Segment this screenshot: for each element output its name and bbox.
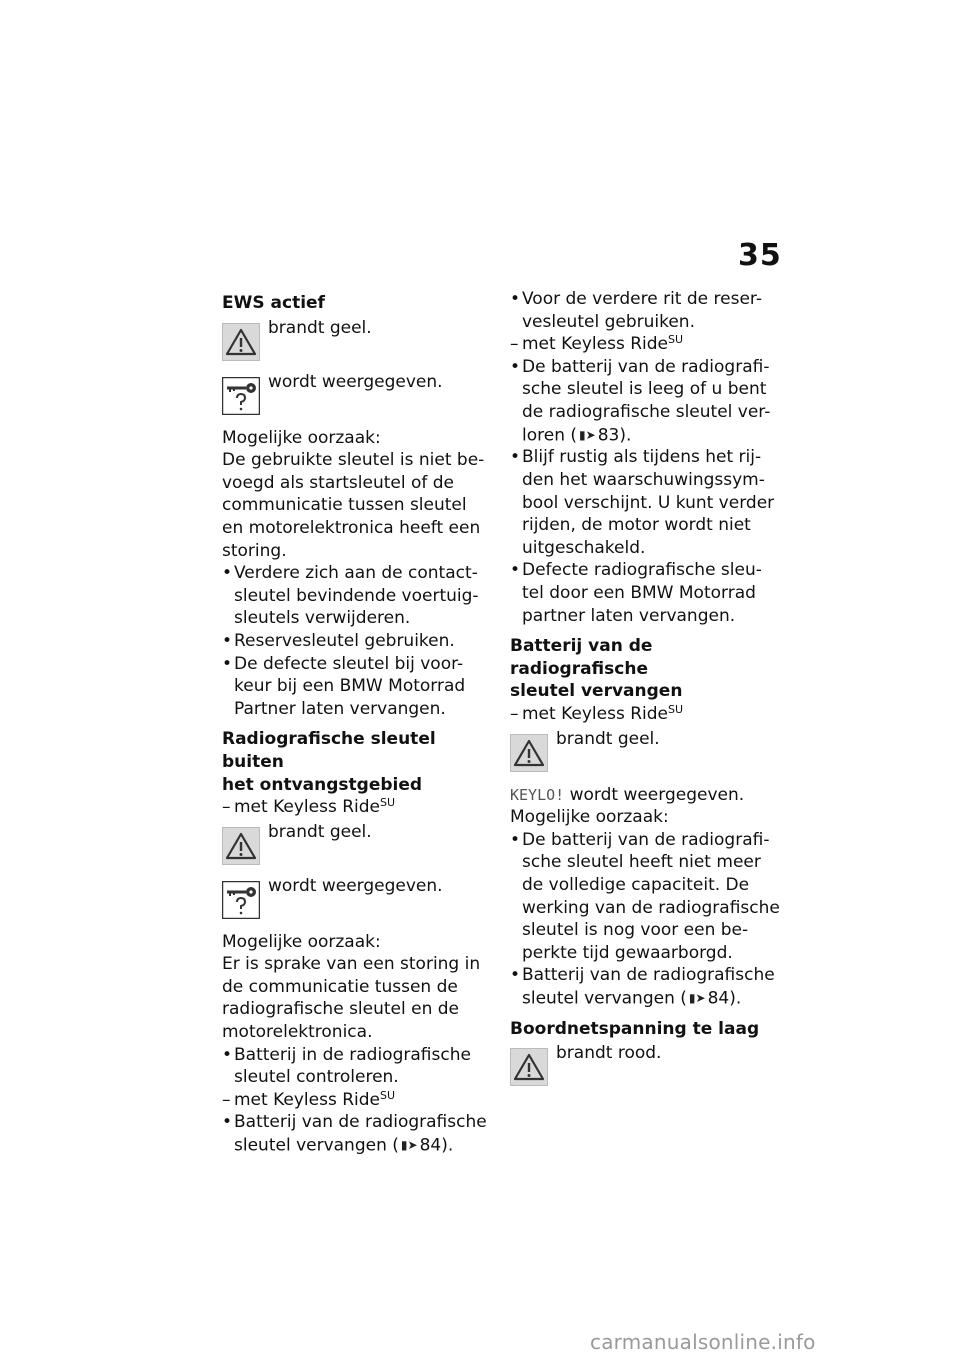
warning-indicator-row (222, 823, 492, 867)
list-item: • Reservesleutel gebruiken. (222, 630, 492, 653)
page-reference-arrow-icon[interactable]: ▮➤ (579, 427, 596, 442)
warning-label: brandt rood. (556, 1043, 662, 1064)
option-superscript: SU (380, 1088, 396, 1102)
list-item (222, 1111, 492, 1156)
warning-triangle-icon (510, 1048, 548, 1086)
key-question-icon (222, 377, 260, 415)
section-title-line: sleutel vervangen (510, 681, 683, 702)
condition-keyless-ride (222, 796, 492, 819)
condition-keyless-ride (222, 1089, 492, 1112)
section-title-line: Batterij van de radiografische (510, 636, 653, 679)
list-item (510, 964, 780, 1009)
cause-text: Er is sprake van een storing in de communicatie tussen de radiografische sleutel en de motorelektronica. (222, 954, 481, 1043)
list-item-text-end: ). (729, 988, 742, 1009)
list-item-text-end: ). (619, 424, 632, 445)
key-label: wordt weergegeven. (268, 371, 443, 392)
list-item: • Defecte radiografische sleu-tel door een BMW Motorrad partner laten vervangen. (510, 559, 780, 627)
warning-indicator-row (222, 319, 492, 363)
key-question-icon (222, 881, 260, 919)
key-indicator-row (222, 877, 492, 921)
cause-title: Mogelijke oorzaak: (222, 931, 381, 952)
warning-triangle-icon (222, 827, 260, 865)
list-item: • Blijf rustig als tijdens het rij-den het waarschuwingssym-bool verschijnt. U kunt verder rijden, de motor wordt niet uitgeschakeld. (510, 446, 780, 559)
section-title-out-of-range (222, 728, 492, 796)
warning-triangle-icon (510, 734, 548, 772)
list-item: • De defecte sleutel bij voor-keur bij een BMW Motorrad Partner laten vervangen. (222, 653, 492, 721)
cause-text: De gebruikte sleutel is niet be-voegd als startsleutel of de communicatie tussen sleutel en motorelektronica heeft een storing. (222, 450, 485, 561)
list-item: • De batterij van de radiografi-sche sleutel heeft niet meer de volledige capaciteit. De werking van de radiografische sleutel is nog voor een be-perkte tijd gewaarborgd. (510, 829, 780, 965)
section-title-low-voltage: Boordnetspanning te laag (510, 1018, 760, 1039)
condition-text: met Keyless Ride (522, 703, 668, 724)
display-message-line (510, 784, 780, 807)
condition-keyless-ride (510, 333, 780, 356)
section-title-line: het ontvangstgebied (222, 774, 423, 795)
list-item-text: Batterij van de radiografische sleutel vervangen ( (522, 965, 775, 1009)
condition-text: met Keyless Ride (522, 334, 668, 355)
right-column (510, 288, 780, 1098)
key-label: wordt weergegeven. (268, 875, 443, 896)
list-item (510, 356, 780, 447)
display-code-label: wordt weergegeven. (569, 784, 745, 805)
page-reference-number[interactable]: 84 (707, 988, 730, 1009)
condition-text: met Keyless Ride (234, 1089, 380, 1110)
page-number: 35 (738, 238, 782, 273)
section-title-battery-replace (510, 635, 780, 703)
list-item: • Verdere zich aan de contact-sleutel bevindende voertuig-sleutels verwijderen. (222, 562, 492, 630)
list-item: • Voor de verdere rit de reser-vesleutel gebruiken. (510, 288, 780, 333)
option-superscript: SU (380, 796, 396, 810)
display-code: KEYLO! (510, 785, 565, 804)
list-item-text: De batterij van de radiografi-sche sleutel is leeg of u bent de radiografische sleutel ver-loren ( (522, 356, 771, 445)
warning-label: brandt geel. (268, 317, 372, 338)
page-reference-arrow-icon[interactable]: ▮➤ (400, 1138, 418, 1153)
list-item-text: Batterij van de radiografische sleutel vervangen ( (234, 1112, 487, 1156)
warning-label: brandt geel. (556, 728, 660, 749)
list-item: • Batterij in de radiografische sleutel controleren. (222, 1044, 492, 1089)
page-reference-number[interactable]: 83 (597, 424, 620, 445)
warning-label: brandt geel. (268, 821, 372, 842)
page-reference-number[interactable]: 84 (419, 1135, 442, 1156)
page-reference-arrow-icon[interactable]: ▮➤ (688, 990, 706, 1005)
section-title-ews-active: EWS actief (222, 293, 325, 313)
cause-title: Mogelijke oorzaak: (510, 807, 669, 828)
section-title-line: Radiografische sleutel buiten (222, 729, 436, 772)
left-column (222, 288, 492, 1157)
watermark: carmanualsonline.info (590, 1330, 816, 1354)
condition-text: met Keyless Ride (234, 797, 380, 818)
warning-indicator-row (510, 1044, 780, 1088)
option-superscript: SU (668, 333, 684, 347)
cause-title: Mogelijke oorzaak: (222, 427, 381, 448)
condition-keyless-ride (510, 703, 780, 726)
warning-triangle-icon (222, 323, 260, 361)
list-item-text-end: ). (441, 1135, 454, 1156)
key-indicator-row (222, 373, 492, 417)
option-superscript: SU (668, 702, 684, 716)
warning-indicator-row (510, 730, 780, 774)
